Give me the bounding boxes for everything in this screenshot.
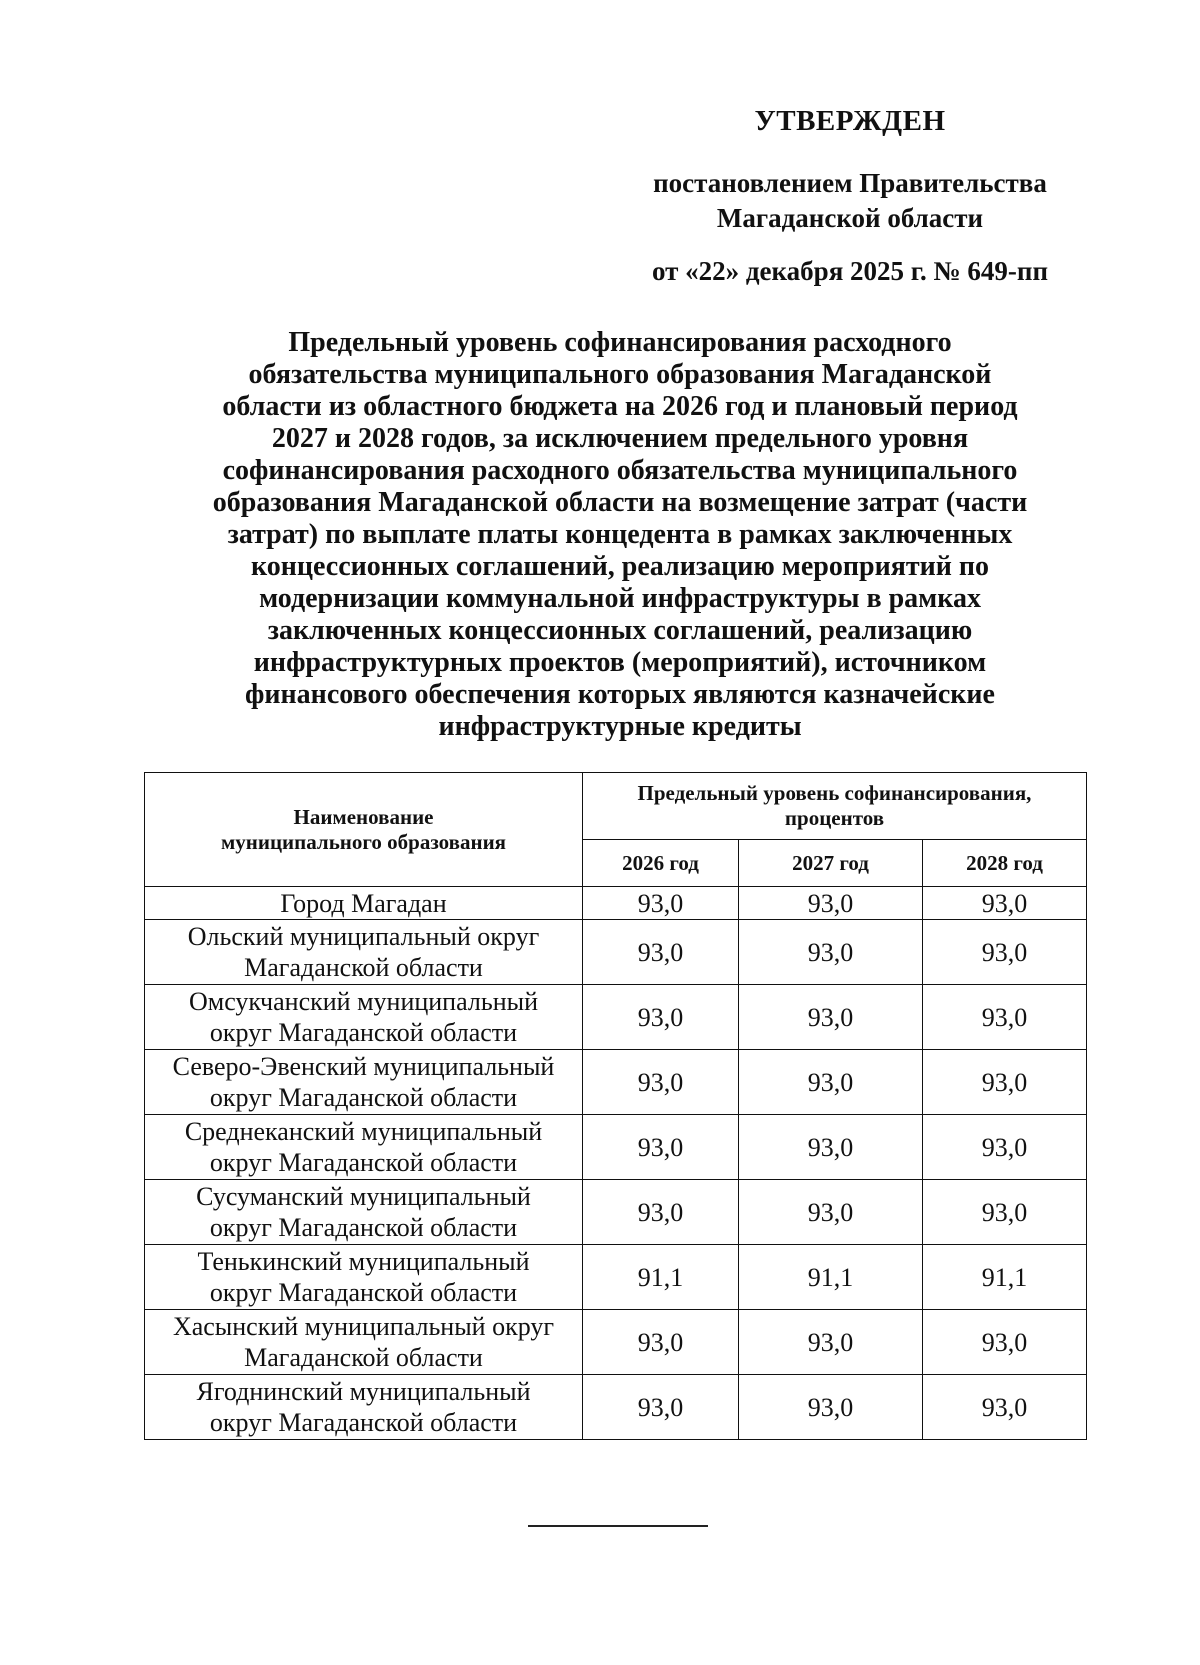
title-line: заключенных концессионных соглашений, реализацию [267, 615, 973, 646]
value-2028: 93,0 [923, 1050, 1087, 1115]
cofinancing-header-line: Предельный уровень софинансирования, [637, 781, 1032, 805]
value-2028: 91,1 [923, 1245, 1087, 1310]
municipality-name-line: Магаданской области [244, 953, 483, 982]
approved-heading: УТВЕРЖДЕН [754, 105, 946, 137]
municipality-name [145, 1050, 583, 1115]
value-2026: 93,0 [583, 1180, 739, 1245]
municipality-name [145, 1115, 583, 1180]
municipality-name-line: Ольский муниципальный округ [187, 922, 540, 951]
municipality-header-line: муниципального образования [220, 829, 507, 854]
value-2026: 93,0 [583, 920, 739, 985]
title-line: 2027 и 2028 годов, за исключением предельного уровня [271, 423, 969, 454]
value-2027: 93,0 [739, 1310, 923, 1375]
value-2026: 93,0 [583, 985, 739, 1050]
municipality-name-line: округ Магаданской области [209, 1278, 518, 1307]
municipality-name-line: округ Магаданской области [209, 1083, 518, 1112]
table-row [145, 1310, 1087, 1375]
value-2026: 93,0 [583, 1115, 739, 1180]
approval-date: от «22» декабря 2025 г. № 649-пп [651, 256, 1049, 286]
value-2026: 93,0 [583, 1050, 739, 1115]
title-line: образования Магаданской области на возмещение затрат (части [212, 487, 1028, 518]
table-row [145, 985, 1087, 1050]
table-row [145, 1050, 1087, 1115]
value-2027: 93,0 [739, 1180, 923, 1245]
title-line: обязательства муниципального образования Магаданской [248, 359, 992, 390]
title-line: затрат) по выплате платы концедента в рамках заключенных [227, 519, 1013, 550]
title-line: модернизации коммунальной инфраструктуры в рамках [259, 583, 981, 614]
document-title [190, 327, 1050, 743]
municipality-name-line: округ Магаданской области [209, 1018, 518, 1047]
value-2027: 93,0 [739, 985, 923, 1050]
value-2026: 93,0 [583, 1310, 739, 1375]
year-header-2027: 2027 год [739, 840, 923, 887]
title-line: софинансирования расходного обязательства муниципального [222, 455, 1018, 486]
table-row [145, 1375, 1087, 1440]
approval-stamp [600, 104, 1100, 288]
municipality-column-header [145, 773, 583, 887]
value-2028: 93,0 [923, 985, 1087, 1050]
value-2027: 93,0 [739, 1115, 923, 1180]
municipality-name-line: Северо-Эвенский муниципальный [172, 1052, 555, 1081]
municipality-name [145, 1180, 583, 1245]
municipality-name-line: округ Магаданской области [209, 1408, 518, 1437]
municipality-name-line: Сусуманский муниципальный [196, 1182, 531, 1211]
value-2026: 93,0 [583, 887, 739, 920]
cofinancing-table [144, 772, 1087, 1440]
year-header-2028: 2028 год [923, 840, 1087, 887]
municipality-name [145, 985, 583, 1050]
value-2027: 91,1 [739, 1245, 923, 1310]
value-2026: 93,0 [583, 1375, 739, 1440]
title-line: финансового обеспечения которых являются казначейские [245, 679, 995, 710]
value-2027: 93,0 [739, 920, 923, 985]
title-line: концессионных соглашений, реализацию мероприятий по [250, 551, 990, 582]
municipality-name-line: Хасынский муниципальный округ [172, 1312, 555, 1341]
value-2027: 93,0 [739, 1050, 923, 1115]
value-2028: 93,0 [923, 1180, 1087, 1245]
municipality-name-line: Ягоднинский муниципальный [196, 1377, 531, 1406]
approval-line-1: постановлением Правительства [653, 168, 1047, 198]
municipality-name [145, 1245, 583, 1310]
table-row [145, 1245, 1087, 1310]
approval-line-2: Магаданской области [716, 203, 984, 233]
title-line: инфраструктурных проектов (мероприятий), источником [253, 647, 987, 678]
table-row [145, 1115, 1087, 1180]
municipality-name-line: Город Магадан [280, 888, 447, 918]
municipality-name-line: округ Магаданской области [209, 1148, 518, 1177]
municipality-name-line: Тенькинский муниципальный [197, 1247, 530, 1276]
municipality-name [145, 887, 583, 920]
title-line: инфраструктурные кредиты [438, 711, 802, 742]
municipality-name-line: Магаданской области [244, 1343, 483, 1372]
footer-divider [528, 1525, 708, 1527]
municipality-name [145, 1375, 583, 1440]
table-row [145, 887, 1087, 920]
value-2028: 93,0 [923, 1375, 1087, 1440]
year-header-2026: 2026 год [583, 840, 739, 887]
title-line: Предельный уровень софинансирования расходного [288, 327, 952, 358]
municipality-name [145, 1310, 583, 1375]
value-2027: 93,0 [739, 1375, 923, 1440]
value-2028: 93,0 [923, 887, 1087, 920]
value-2027: 93,0 [739, 887, 923, 920]
municipality-name [145, 920, 583, 985]
table-row [145, 1180, 1087, 1245]
value-2028: 93,0 [923, 1115, 1087, 1180]
value-2028: 93,0 [923, 920, 1087, 985]
title-line: области из областного бюджета на 2026 год и плановый период [222, 391, 1018, 422]
table-row [145, 920, 1087, 985]
municipality-name-line: округ Магаданской области [209, 1213, 518, 1242]
municipality-name-line: Омсукчанский муниципальный [189, 987, 538, 1016]
value-2026: 91,1 [583, 1245, 739, 1310]
municipality-name-line: Среднеканский муниципальный [184, 1117, 543, 1146]
value-2028: 93,0 [923, 1310, 1087, 1375]
cofinancing-level-header [583, 773, 1087, 840]
municipality-header-line: Наименование [293, 804, 434, 829]
cofinancing-header-line: процентов [784, 806, 885, 830]
